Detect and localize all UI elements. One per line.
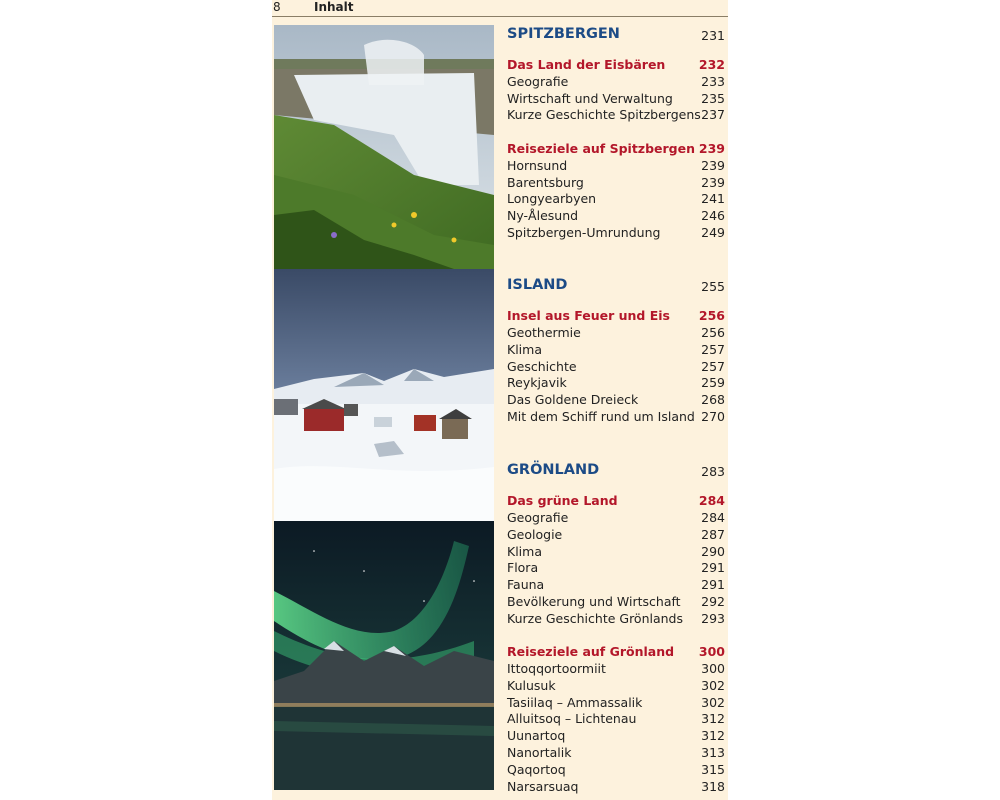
toc-item[interactable] <box>507 91 725 108</box>
toc-heading-title: Reiseziele auf Spitzbergen <box>507 141 695 156</box>
waterfall-photo <box>274 25 494 269</box>
toc-item[interactable] <box>507 359 725 376</box>
toc-item[interactable] <box>507 745 725 762</box>
toc-item[interactable] <box>507 158 725 175</box>
toc-page: 302 <box>701 695 725 710</box>
photo-column <box>274 25 494 790</box>
toc-item-label: Longyearbyen <box>507 191 597 206</box>
toc-item[interactable] <box>507 175 725 192</box>
toc-item[interactable] <box>507 728 725 745</box>
toc-page: 300 <box>698 644 725 659</box>
toc-item-label: Geografie <box>507 74 569 89</box>
toc-item-label: Geschichte <box>507 359 577 374</box>
toc-page: 313 <box>701 745 725 760</box>
toc-heading[interactable] <box>507 308 725 325</box>
toc-item[interactable] <box>507 191 725 208</box>
toc-page: 291 <box>701 577 725 592</box>
toc-item-label: Barentsburg <box>507 175 584 190</box>
toc-region-spitzbergen[interactable] <box>507 26 725 46</box>
toc-page: 235 <box>701 91 725 106</box>
toc-page: 312 <box>701 711 725 726</box>
toc-page: 287 <box>701 527 725 542</box>
snowy-village-photo <box>274 269 494 521</box>
toc-heading-title: Reiseziele auf Grönland <box>507 644 675 659</box>
toc-item-label: Bevölkerung und Wirtschaft <box>507 594 681 609</box>
toc-page: 270 <box>701 409 725 424</box>
aurora-photo <box>274 521 494 790</box>
toc-page: 237 <box>701 107 725 122</box>
toc-item[interactable] <box>507 594 725 611</box>
toc-item-label: Geologie <box>507 527 563 542</box>
toc-region-island[interactable] <box>507 277 725 297</box>
toc-item-label: Flora <box>507 560 539 575</box>
toc-page: 257 <box>701 359 725 374</box>
toc-page: 239 <box>698 141 725 156</box>
toc-page: 284 <box>701 510 725 525</box>
toc-page: 246 <box>701 208 725 223</box>
toc-item-label: Spitzbergen-Umrundung <box>507 225 661 240</box>
toc-page: 241 <box>701 191 725 206</box>
toc-region-title: ISLAND <box>507 277 568 293</box>
toc-item-label: Geografie <box>507 510 569 525</box>
toc-heading-title: Das Land der Eisbären <box>507 57 666 72</box>
toc-page: 255 <box>701 279 725 294</box>
toc-page: 239 <box>701 175 725 190</box>
toc-heading-title: Insel aus Feuer und Eis <box>507 308 670 323</box>
toc-heading[interactable] <box>507 644 725 661</box>
toc-item-label: Reykjavik <box>507 375 567 390</box>
toc-item-label: Qaqortoq <box>507 762 566 777</box>
toc-item[interactable] <box>507 611 725 628</box>
toc-item[interactable] <box>507 325 725 342</box>
toc-page: 256 <box>701 325 725 340</box>
toc-item-label: Klima <box>507 342 542 357</box>
toc-region-title: GRÖNLAND <box>507 462 600 478</box>
toc-page: 318 <box>701 779 725 794</box>
toc-page: 291 <box>701 560 725 575</box>
toc-page: 256 <box>698 308 725 323</box>
page-title: Inhalt <box>314 0 354 14</box>
toc-item-label: Mit dem Schiff rund um Island <box>507 409 695 424</box>
toc-item[interactable] <box>507 510 725 527</box>
toc-page: 315 <box>701 762 725 777</box>
toc-item[interactable] <box>507 225 725 242</box>
toc-page: 290 <box>701 544 725 559</box>
toc-item[interactable] <box>507 661 725 678</box>
toc-item[interactable] <box>507 544 725 561</box>
toc-item-label: Hornsund <box>507 158 568 173</box>
toc-page: 239 <box>701 158 725 173</box>
toc-item[interactable] <box>507 74 725 91</box>
toc-item-label: Fauna <box>507 577 545 592</box>
toc-page: 259 <box>701 375 725 390</box>
toc-item-label: Kurze Geschichte Spitzbergens <box>507 107 701 122</box>
toc-item-label: Geothermie <box>507 325 581 340</box>
toc-page: 257 <box>701 342 725 357</box>
toc-item[interactable] <box>507 527 725 544</box>
toc-item-label: Das Goldene Dreieck <box>507 392 639 407</box>
toc-heading[interactable] <box>507 493 725 510</box>
toc-page: 284 <box>698 493 725 508</box>
toc-page: 232 <box>698 57 725 72</box>
toc-item-label: Uunartoq <box>507 728 566 743</box>
toc-item[interactable] <box>507 560 725 577</box>
toc-item-label: Nanortalik <box>507 745 572 760</box>
toc-page: 231 <box>701 28 725 43</box>
toc-page: 233 <box>701 74 725 89</box>
toc-item-label: Alluitsoq – Lichtenau <box>507 711 637 726</box>
toc-item[interactable] <box>507 392 725 409</box>
toc-item[interactable] <box>507 375 725 392</box>
toc-page: 312 <box>701 728 725 743</box>
toc-item-label: Kurze Geschichte Grönlands <box>507 611 684 626</box>
toc-page: 283 <box>701 464 725 479</box>
toc-item[interactable] <box>507 762 725 779</box>
toc-region-groenland[interactable] <box>507 462 725 482</box>
toc-item[interactable] <box>507 678 725 695</box>
toc-item-label: Kulusuk <box>507 678 556 693</box>
toc-item[interactable] <box>507 409 725 426</box>
toc-page: 293 <box>701 611 725 626</box>
toc-item-label: Klima <box>507 544 542 559</box>
toc-page: 249 <box>701 225 725 240</box>
toc-item-label: Wirtschaft und Verwaltung <box>507 91 673 106</box>
toc-page: 292 <box>701 594 725 609</box>
toc-item[interactable] <box>507 779 725 796</box>
toc-item-label: Ny-Ålesund <box>507 208 579 223</box>
toc-page: 302 <box>701 678 725 693</box>
toc-item[interactable] <box>507 695 725 712</box>
toc-heading[interactable] <box>507 57 725 74</box>
toc-item-label: Narsarsuaq <box>507 779 579 794</box>
toc-item[interactable] <box>507 711 725 728</box>
toc-page: 268 <box>701 392 725 407</box>
toc-page: 300 <box>701 661 725 676</box>
toc-item-label: Tasiilaq – Ammassalik <box>507 695 643 710</box>
toc-region-title: SPITZBERGEN <box>507 26 620 42</box>
toc-item[interactable] <box>507 208 725 225</box>
toc-heading-title: Das grüne Land <box>507 493 618 508</box>
page-number: 8 <box>273 0 281 14</box>
toc-item-label: Ittoqqortoormiit <box>507 661 606 676</box>
toc-item[interactable] <box>507 577 725 594</box>
toc-item[interactable] <box>507 342 725 359</box>
toc-heading[interactable] <box>507 141 725 158</box>
toc-item[interactable] <box>507 107 725 124</box>
